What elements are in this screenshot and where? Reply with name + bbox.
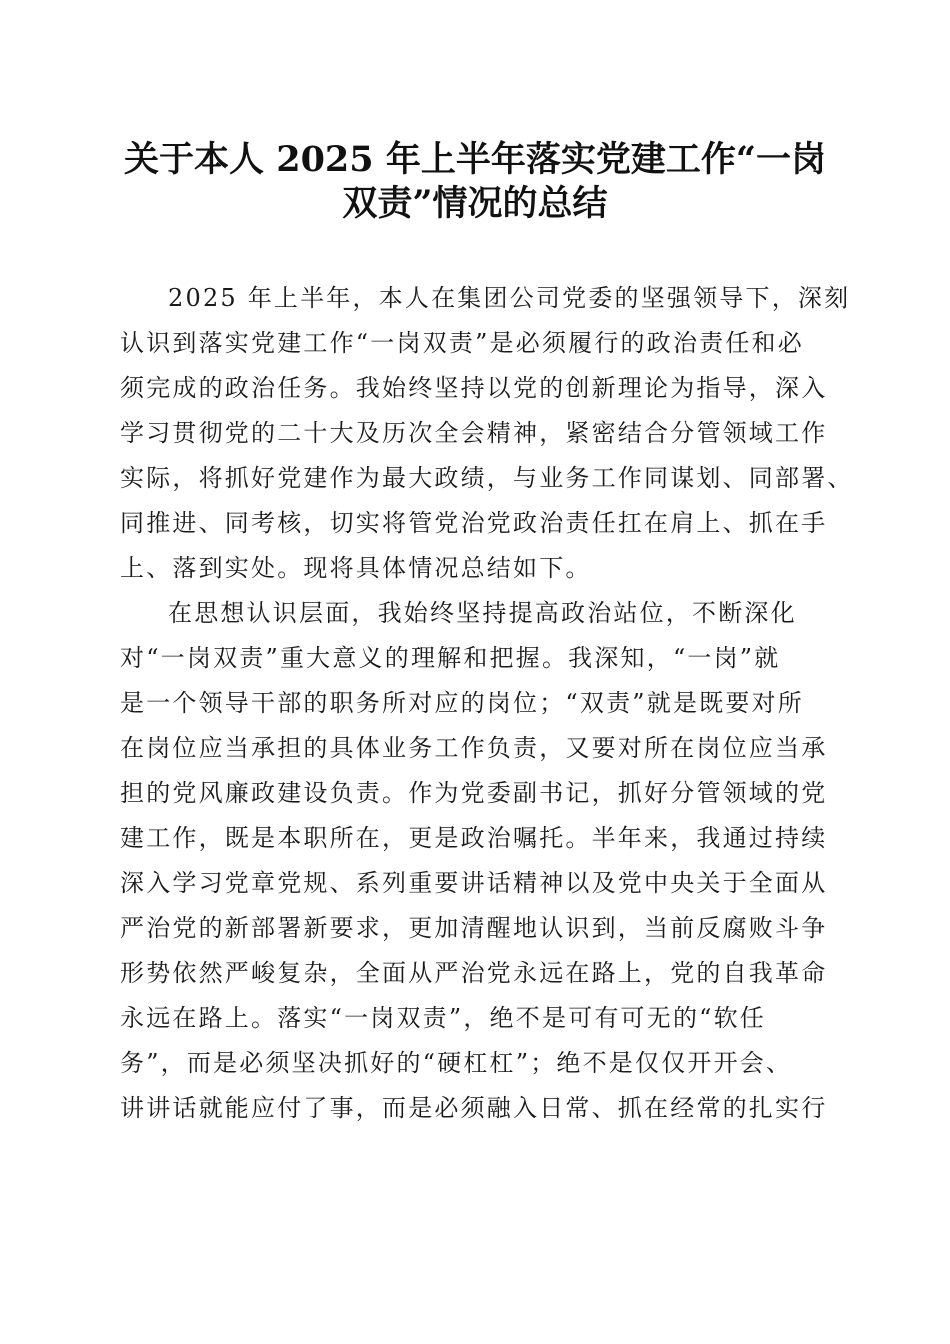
- paragraph-line: 严治党的新部署新要求，更加清醒地认识到，当前反腐败斗争: [120, 914, 828, 942]
- paragraph-line: 讲讲话就能应付了事，而是必须融入日常、抓在经常的扎实行: [120, 1094, 828, 1122]
- paragraph-line: 建工作，既是本职所在，更是政治嘱托。半年来，我通过持续: [120, 824, 828, 852]
- paragraph-line: 担的党风廉政建设负责。作为党委副书记，抓好分管领域的党: [120, 779, 828, 807]
- paragraph-line: 同推进、同考核，切实将管党治党政治责任扛在肩上、抓在手: [120, 509, 828, 537]
- document-title-line-1: 关于本人 2025 年上半年落实党建工作“一岗: [124, 139, 826, 180]
- paragraph-line: 深入学习党章党规、系列重要讲话精神以及党中央关于全面从: [120, 869, 828, 897]
- paragraph-line: 在岗位应当承担的具体业务工作负责，又要对所在岗位应当承: [120, 734, 828, 762]
- paragraph-line: 形势依然严峻复杂，全面从严治党永远在路上，党的自我革命: [120, 959, 828, 987]
- paragraph-line: 对“一岗双责”重大意义的理解和把握。我深知，“一岗”就: [120, 644, 781, 672]
- paragraph-line: 在思想认识层面，我始终坚持提高政治站位，不断深化: [168, 599, 797, 627]
- paragraph-line: 永远在路上。落实“一岗双责”，绝不是可有可无的“软任: [120, 1004, 767, 1032]
- paragraph-line: 务”，而是必须坚决抓好的“硬杠杠”；绝不是仅仅开开会、: [120, 1049, 793, 1077]
- paragraph-line: 2025 年上半年，本人在集团公司党委的坚强领导下，深刻: [168, 284, 851, 312]
- document-title-line-2: 双责”情况的总结: [342, 183, 608, 224]
- paragraph-line: 实际，将抓好党建作为最大政绩，与业务工作同谋划、同部署、: [120, 464, 854, 492]
- paragraph-line: 学习贯彻党的二十大及历次全会精神，紧密结合分管领域工作: [120, 419, 828, 447]
- paragraph-line: 是一个领导干部的职务所对应的岗位；“双责”就是既要对所: [120, 689, 804, 717]
- paragraph-line: 认识到落实党建工作“一岗双责”是必须履行的政治责任和必: [120, 329, 804, 357]
- paragraph-line: 须完成的政治任务。我始终坚持以党的创新理论为指导，深入: [120, 374, 828, 402]
- paragraph-line: 上、落到实处。现将具体情况总结如下。: [120, 554, 592, 582]
